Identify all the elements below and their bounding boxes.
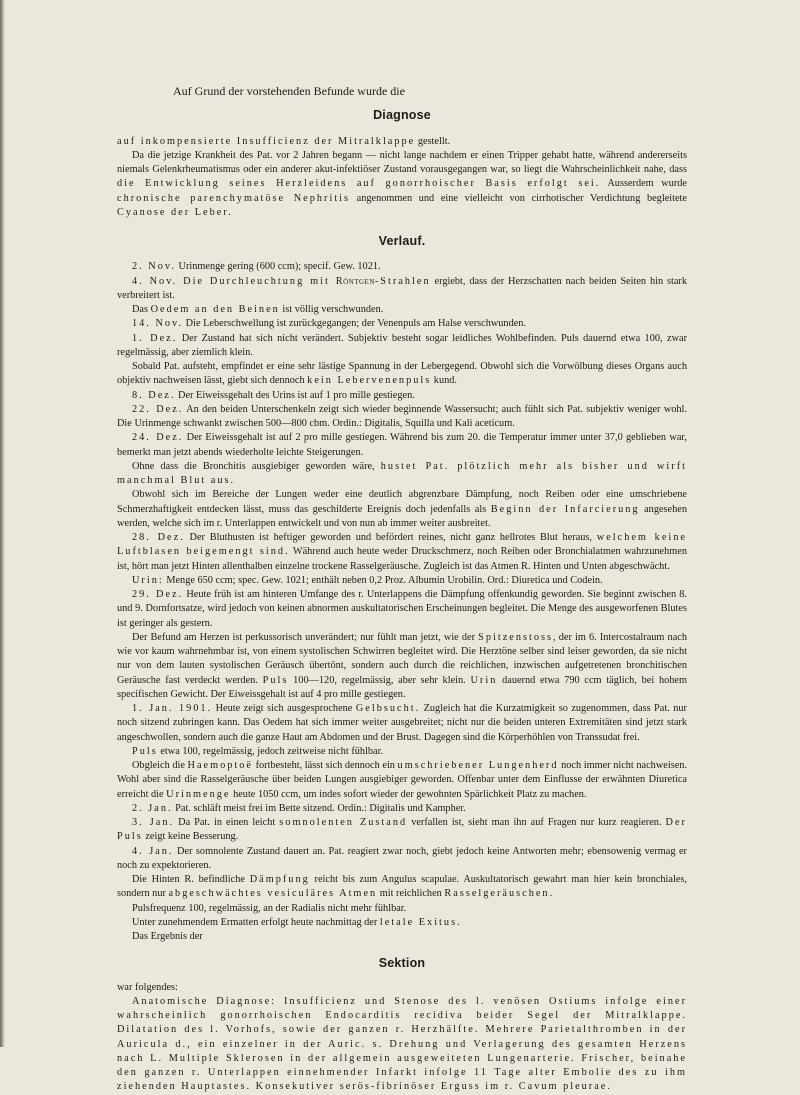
verlauf-entry — [117, 930, 687, 944]
entry-text: Das Ergebnis der — [132, 931, 203, 942]
entry-date: 14. Nov. — [132, 318, 184, 330]
spaced-text: -Strahlen — [374, 275, 431, 287]
spaced-text: kein Lebervenenpuls — [307, 375, 432, 387]
entry-text: Unter zunehmendem Ermatten erfolgt heute nachmittag der — [132, 916, 380, 928]
spaced-text: welchem keine Luftblasen beigemengt sind. — [117, 532, 687, 558]
verlauf-entry — [117, 759, 687, 802]
spaced-text: Anatomische Diagnose: Insufficienz und Stenose des l. venösen Ostiums infolge einer wahrscheinlich gonorrhoischen Endocarditis recidiva beider Segel der Mitralklappe. Dilatation des l. Vorhofs, sowie der ganzen r. Herzhälfte. Mehrere Parietalthromben in der Auricula d., ein einzelner in der Auric. s. Drehung und Verlagerung des gesamten Herzens nach L. Multiple Sklerosen in der allgemein ausgeweiteten Lungenarterie. Frischer, beinahe den ganzen r. Unterlappen einnehmender Infarkt infolge 11 Tage alter Embolie des zu ihm ziehenden Hauptastes. Konsekutiver serös-fibrinöser Erguss im r. Cavum pleurae. — [117, 995, 687, 1093]
entry-date: 22. Dez. — [132, 403, 184, 415]
document-body — [117, 84, 687, 1095]
verlauf-entry — [117, 531, 687, 574]
entry-text: Menge 650 ccm; spec. Gew. 1021; enthält neben 0,2 Proz. Albumin Urobilin. Ord.: Diuretica und Codein. — [163, 574, 603, 586]
entry-date: 24. Dez. — [132, 432, 184, 444]
entry-text: Pulsfrequenz 100, regelmässig, an der Radialis nicht mehr fühlbar. — [132, 902, 407, 914]
verlauf-entry — [117, 873, 687, 902]
diagnose-spaced: auf inkompensierte Insufficienz der Mitralklappe — [117, 135, 416, 147]
entry-text: Urinmenge gering (600 ccm); specif. Gew. 1021. — [175, 261, 381, 273]
text-span: angenommen und eine vielleicht von cirrhotischer Verdichtung begleitete — [350, 192, 687, 204]
verlauf-heading: Verlauf. — [378, 234, 426, 248]
verlauf-entry — [117, 460, 687, 489]
entry-text: verfallen ist, sieht man ihn auf Fragen nur kurz reagieren. — [407, 817, 666, 828]
entry-text: 100—120, regelmässig, aber sehr klein. — [288, 674, 471, 686]
verlauf-entry — [117, 360, 687, 389]
entry-text: Heute früh ist am hinteren Umfange des r. Unterlappens die Dämpfung offenkundig geworden. Sie beginnt zwischen 8. und 9. Dornfortsatze, wird jedoch von keinen abnormen auskultatorischen Erscheinungen begleitet. Die Menge des ausgeworfenen Blutes ist geringer als gestern. — [117, 589, 687, 629]
verlauf-entry — [117, 845, 687, 874]
entry-text: Sobald Pat. aufsteht, empfindet er eine sehr lästige Spannung in der Lebergegend. Obwohl sich die Vorwölbung dieses Organs auch objektiv nachweisen lässt, giebt sich dennoch — [117, 361, 687, 387]
text-span: Da die jetzige Krankheit des Pat. vor 2 Jahren begann — nicht lange nachdem er einen Tripper gehabt hatte, während andererseits niemals Gelenkrheumatismus oder ein anderer akut-infektiöser Zustand vorausgegangen war, so liegt die Wahrscheinlichkeit nahe, dass — [117, 149, 687, 175]
spaced-text: Gelbsucht. — [355, 703, 421, 714]
entry-text: Obwohl sich im Bereiche der Lungen weder eine deutlich abgrenzbare Dämpfung, noch Reiben oder eine umschriebene Schmerzhaftigkeit entdecken lässt, muss das geschilderte Ereignis doch jedenfalls als — [117, 489, 687, 515]
verlauf-entry — [117, 332, 687, 361]
verlauf-entry — [117, 631, 687, 702]
entry-date: 29. Dez. — [132, 589, 184, 600]
entry-text: Der Befund am Herzen ist perkussorisch unverändert; nur fühlt man jetzt, wie der — [132, 631, 479, 643]
entry-text: ist völlig verschwunden. — [279, 304, 384, 315]
entry-text: Der Eiweissgehalt ist auf 2 pro mille gestiegen. Während bis zum 20. die Temperatur immer unter 37,0 geblieben war, bemerkt man jetzt abends wiederholte leichte Steigerungen. — [117, 432, 687, 458]
entry-text: , der im 6. Intercostalraum nach wie vor kaum wahrnehmbar ist, von einem systolischen Schwirren begleitet wird. Die Herztöne selber sind leiser geworden, da sie nicht nur von dem lauten systolischen Geräusch übertönt, sondern auch durch die reichlichen, inzwischen aufgetretenen bronchitischen Geräusche fast verdeckt werden. — [117, 631, 687, 686]
entry-text: Der somnolente Zustand dauert an. Pat. reagiert zwar noch, giebt jedoch keine Antworten mehr; ebensowenig vermag er noch zu expektorieren. — [117, 845, 687, 871]
intro-line: Auf Grund der vorstehenden Befunde wurde die — [173, 84, 405, 98]
entry-date: 4. Nov. — [132, 275, 178, 287]
small-caps-text: Röntgen — [335, 275, 375, 287]
entry-text: angesehen werden, welche sich im r. Unterlappen entwickelt und von nun ab immer weiter ausbreitet. — [117, 503, 687, 529]
entry-text: Da Pat. in einen leicht — [174, 817, 280, 828]
spaced-text: umschriebener Lungenherd — [397, 760, 559, 771]
diagnose-text: gestellt. — [415, 135, 451, 147]
verlauf-entry — [117, 275, 687, 304]
verlauf-entry — [117, 916, 687, 930]
verlauf-entry — [117, 745, 687, 759]
verlauf-entry — [117, 574, 687, 588]
entry-text: heute 1050 ccm, um indes sofort wieder der gewohnten Spärlichkeit Platz zu machen. — [230, 788, 587, 800]
entry-text: ergiebt, dass der Herzschatten nach beiden Seiten hin stark verbreitert ist. — [117, 275, 687, 301]
spaced-text: Dämpfung — [249, 874, 310, 885]
verlauf-entry — [117, 389, 687, 403]
entry-text: Während auch heute weder Druckschmerz, noch Reiben oder Bronchialatmen wahrzunehmen ist, hört man jetzt Hinten allenthalben einzelne trockene Rasselgeräusche. Zugleich ist das Atmen R. Hinten und Unten abgeschwächt. — [117, 546, 687, 572]
entry-date: 2. Nov. — [132, 261, 176, 273]
spaced-text: Beginn der Infarcierung — [490, 503, 640, 515]
spaced-text: Puls — [132, 745, 158, 757]
verlauf-entry — [117, 317, 687, 331]
spaced-text: hustet Pat. plötzlich mehr als bisher und wirft manchmal Blut aus. — [117, 460, 687, 486]
entry-text: fortbesteht, lässt sich dennoch ein — [253, 760, 398, 771]
entry-date: 1. Jan. 1901. — [132, 703, 213, 714]
entry-text: zeigt keine Besserung. — [142, 831, 239, 843]
sektion-diagnosis — [117, 995, 687, 1095]
entry-text: An den beiden Unterschenkeln zeigt sich wieder beginnende Wassersucht; auch fühlt sich Pat. subjektiv weniger wohl. Die Urinmenge schwankt zwischen 500—800 cbm. Ordin.: Digitalis, Squilla und Kali aceticum. — [117, 403, 687, 429]
text-span: Ausserdem wurde — [600, 178, 687, 190]
entry-date: 2. Jan. — [132, 802, 173, 814]
entry-text: noch immer nicht nachweisen. Wohl aber sind die Rasselgeräusche über beiden Lungen ausgiebiger geworden. Offenbar unter dem Einflusse der erwähnten Diuretica erreicht die — [117, 760, 687, 800]
spaced-text: chronische parenchymatöse Nephritis — [117, 192, 351, 204]
entry-date: 28. Dez. — [132, 532, 185, 543]
entry-text: Der Zustand hat sich nicht verändert. Subjektiv besteht sogar leidliches Wohlbefinden. Puls dauernd etwa 100, zwar regelmässig, aber ziemlich klein. — [117, 332, 688, 358]
spaced-text: Urinmenge — [166, 788, 231, 800]
verlauf-entry — [117, 802, 687, 816]
entry-date: 1. Dez. — [132, 332, 178, 344]
verlauf-entry — [117, 303, 687, 317]
entry-text: kund. — [431, 375, 457, 387]
verlauf-entry — [117, 488, 687, 531]
entry-text: mit reichlichen — [377, 888, 445, 900]
entry-date: 4. Jan. — [132, 845, 174, 857]
verlauf-entry — [117, 702, 687, 745]
spaced-text: Puls — [262, 674, 289, 686]
spaced-text: Oedem an den Beinen — [150, 304, 280, 315]
spaced-text: Cyanose der Leber. — [117, 206, 233, 218]
diagnose-heading: Diagnose — [373, 108, 431, 123]
entry-text: Pat. schläft meist frei im Bette sitzend. Ordin.: Digitalis und Kampher. — [172, 802, 466, 814]
entry-text: Das — [132, 304, 151, 315]
diagnose-statement — [117, 135, 687, 149]
entry-text: Ohne dass die Bronchitis ausgiebiger geworden wäre, — [132, 460, 381, 472]
spaced-text: Spitzenstoss — [478, 631, 554, 643]
entry-text: dauernd etwa 790 ccm täglich, bei hohem specifischen Gewicht. Der Eiweissgehalt ist auf 4 pro mille gestiegen. — [117, 674, 688, 700]
spaced-text: Der Puls — [117, 817, 687, 843]
entry-text: Die Hinten R. befindliche — [132, 874, 250, 885]
spaced-text: Urin — [470, 674, 498, 686]
entry-text: etwa 100, regelmässig, jedoch zeitweise nicht fühlbar. — [157, 745, 384, 757]
spaced-text: letale Exitus. — [379, 916, 462, 928]
entry-text: Zugleich hat die Kurzatmigkeit so zugenommen, dass Pat. nur noch sitzend zubringen kann. Das Oedem hat sich immer weiter ausgebreitet; nicht nur die beiden unteren Extremitäten sind jetzt stark angeschwollen, sondern auch die ganze Haut am Abdomen und der Brust. Dagegen sind die Körperhöhlen von Transsudat frei. — [117, 703, 687, 743]
sektion-intro: war folgendes: — [117, 981, 178, 993]
verlauf-entry — [117, 260, 687, 274]
verlauf-entry — [117, 588, 687, 631]
spaced-text: Die Durchleuchtung mit — [177, 275, 336, 287]
spaced-text: Urin: — [132, 574, 164, 586]
entry-text: Die Leberschwellung ist zurückgegangen; der Venenpuls am Halse verschwunden. — [183, 318, 527, 330]
verlauf-entry — [117, 902, 687, 916]
spaced-text: somnolenten Zustand — [279, 817, 408, 828]
page-edge-shadow — [0, 0, 5, 1047]
spaced-text: die Entwicklung seines Herzleidens auf gonorrhoischer Basis erfolgt sei. — [117, 178, 601, 190]
spaced-text: Haemoptoë — [187, 760, 253, 771]
entry-text: Der Eiweissgehalt des Urins ist auf 1 pro mille gestiegen. — [175, 389, 415, 401]
spaced-text: abgeschwächtes vesiculäres Atmen — [168, 888, 378, 900]
verlauf-entry — [117, 431, 687, 460]
entry-text: reicht bis zum Angulus scapulae. Auskultatorisch gewahrt man hier kein bronchiales, sondern nur — [117, 874, 688, 900]
sektion-heading: Sektion — [378, 956, 426, 971]
entry-text: Heute zeigt sich ausgesprochene — [212, 703, 356, 714]
entry-text: Obgleich die — [132, 760, 188, 771]
verlauf-entry — [117, 403, 687, 432]
entry-text: Der Bluthusten ist heftiger geworden und befördert reines, nicht ganz hellrotes Blut heraus, — [184, 532, 597, 543]
entry-date: 8. Dez. — [132, 389, 176, 401]
verlauf-entry — [117, 816, 687, 845]
diagnose-paragraph — [117, 149, 687, 220]
entry-date: 3. Jan. — [132, 817, 175, 828]
spaced-text: Rasselgeräuschen. — [444, 888, 555, 900]
